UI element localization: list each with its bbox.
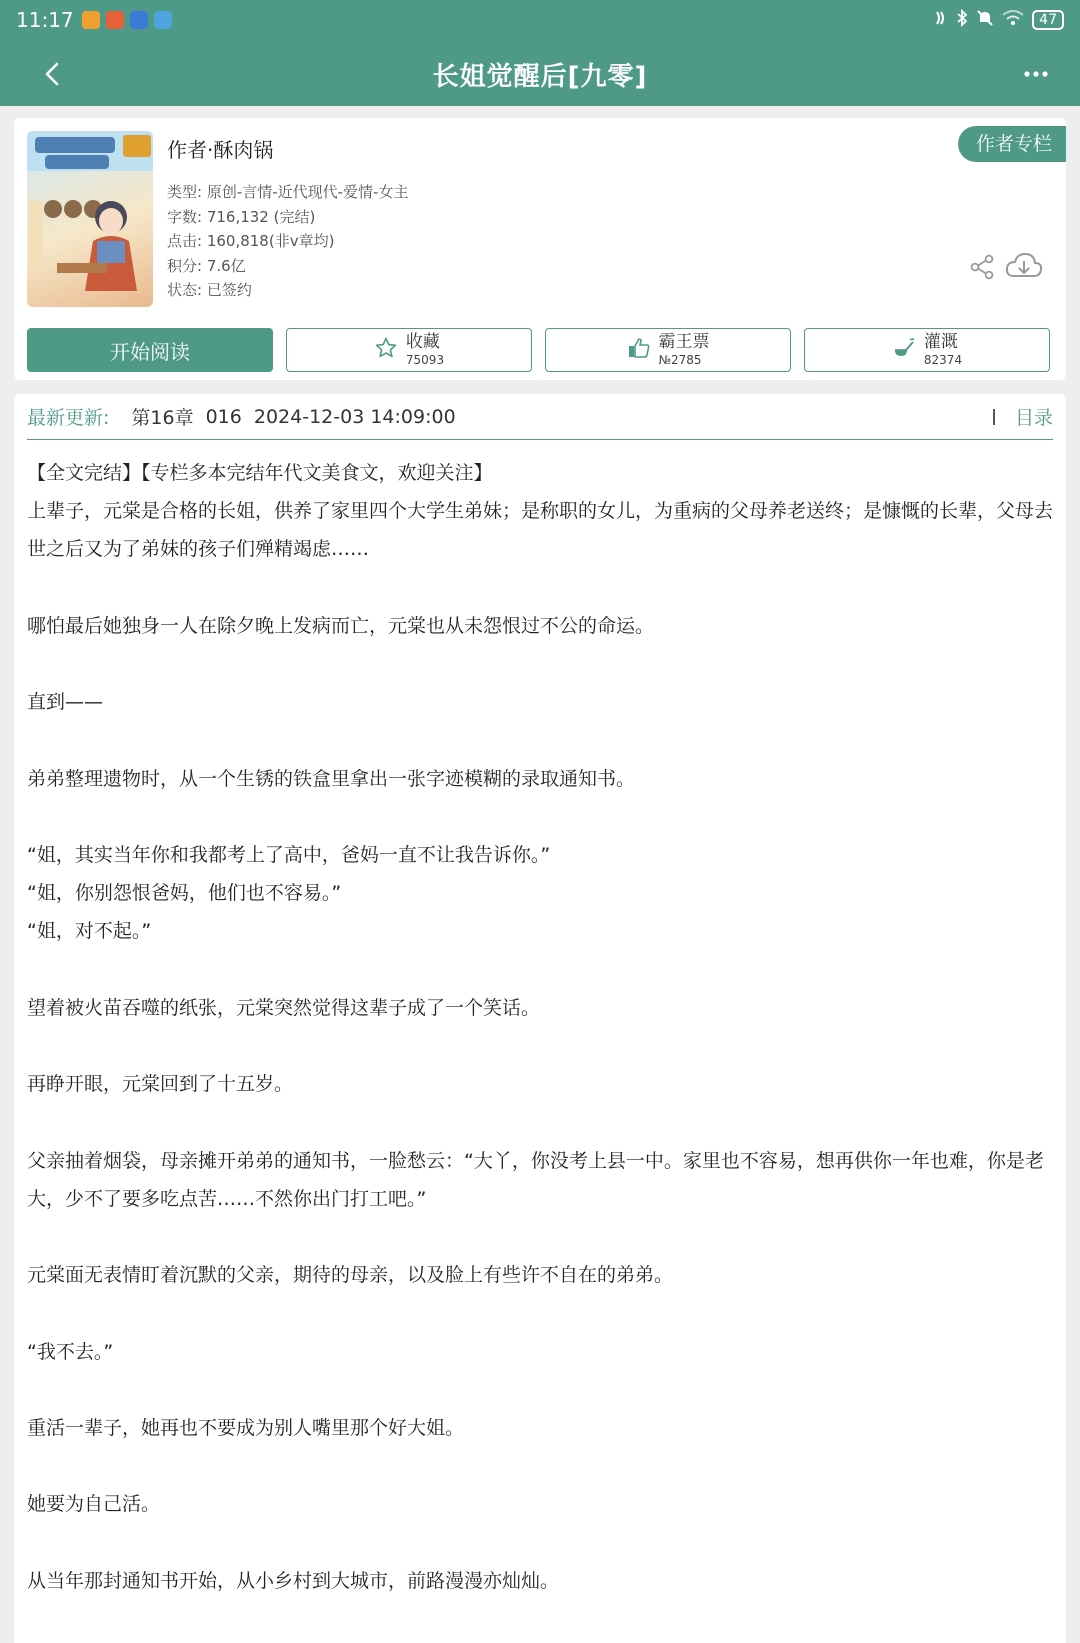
latest-chapter[interactable]: 第16章 [131, 407, 194, 429]
favorite-text [406, 333, 444, 367]
action-buttons [27, 328, 1053, 372]
more-icon[interactable] [1014, 56, 1058, 92]
book-info-card [14, 118, 1066, 380]
book-clicks: 点击: 160,818(非v章均) [167, 232, 335, 250]
app-notification-icon [106, 11, 124, 29]
page-title: 长姐觉醒后[九零] [432, 61, 648, 92]
watering-can-icon [892, 336, 916, 364]
book-detail-card [14, 394, 1066, 1643]
status-indicators [934, 9, 1064, 31]
status-bar [0, 0, 1080, 40]
book-status: 状态: 已签约 [167, 281, 252, 299]
water-text [924, 333, 962, 367]
status-time: 11:17 [16, 8, 74, 32]
latest-update-label: 最新更新: [27, 407, 110, 429]
book-type: 类型: 原创-言情-近代现代-爱情-女主 [167, 183, 409, 201]
favorite-button[interactable] [286, 328, 532, 372]
cloud-icon [154, 11, 172, 29]
vote-button[interactable] [545, 328, 791, 372]
water-count: 82374 [923, 352, 963, 367]
divider [993, 409, 995, 425]
favorite-count: 75093 [405, 352, 445, 367]
water-label: 灌溉 [923, 332, 958, 353]
wifi-icon [1002, 10, 1024, 30]
vote-count: №2785 [658, 352, 702, 367]
book-word-count: 字数: 716,132 (完结) [167, 207, 316, 226]
mute-icon [976, 9, 994, 31]
book-meta [167, 180, 408, 303]
vote-label: 霸王票 [658, 332, 710, 353]
app-notification-icon [82, 11, 100, 29]
author-column-button[interactable]: 作者专栏 [958, 126, 1066, 162]
latest-update-bar[interactable] [27, 394, 1053, 440]
book-cover[interactable] [27, 131, 153, 307]
app-notification-icon [130, 11, 148, 29]
latest-time: 2024-12-03 14:09:00 [253, 405, 456, 428]
latest-episode: 016 [205, 405, 242, 428]
nav-bar [0, 44, 1080, 104]
star-icon [374, 336, 398, 364]
thumbs-up-icon [627, 336, 651, 364]
back-icon[interactable] [34, 56, 70, 92]
battery-indicator: 47 [1032, 10, 1064, 30]
download-icon[interactable] [1004, 250, 1044, 282]
author-name[interactable]: 作者·酥肉锅 [167, 138, 274, 162]
water-button[interactable] [804, 328, 1050, 372]
favorite-label: 收藏 [405, 332, 440, 353]
vote-text [659, 333, 710, 367]
top-bar [0, 0, 1080, 106]
bluetooth-icon [956, 9, 968, 31]
book-description: 【全文完结】【专栏多本完结年代文美食文，欢迎关注】 上辈子，元棠是合格的长姐，供养了家里四个大学生弟妹；是称职的女儿，为重病的父母养老送终；是慷慨的长辈，父母去世之后又为了弟妹的孩子们殚精竭虑…… 哪怕最后她独身一人在除夕晚上发病而亡，元棠也从未怨恨过不公的命运。 直到—— 弟弟整理遗物时，从一个生锈的铁盒里拿出一张字迹模糊的录取通知书。 “姐，其实当年你和我都考上了高中，爸妈一直不让我告诉你。” “姐，你别怨恨爸妈，他们也不容易。” “姐，对不起。” 望着被火苗吞噬的纸张，元棠突然觉得这辈子成了一个笑话。 再睁开眼，元棠回到了十五岁。 父亲抽着烟袋，母亲摊开弟弟的通知书，一脸愁云：“大丫，你没考上县一中。家里也不容易，想再供你一年也难，你是老大，少不了要多吃点苦……不然你出门打工吧。” 元棠面无表情盯着沉默的父亲，期待的母亲，以及脸上有些许不自在的弟弟。 “我不去。” 重活一辈子，她再也不要成为别人嘴里那个好大姐。 她要为自己活。 从当年那封通知书开始，从小乡村到大城市，前路漫漫亦灿灿。 [27, 462, 1054, 1592]
table-of-contents-link[interactable]: 目录 [1014, 407, 1053, 429]
share-icon[interactable] [969, 254, 995, 280]
book-score: 积分: 7.6亿 [167, 256, 246, 275]
start-reading-button[interactable]: 开始阅读 [27, 328, 273, 372]
nfc-icon [934, 10, 948, 30]
